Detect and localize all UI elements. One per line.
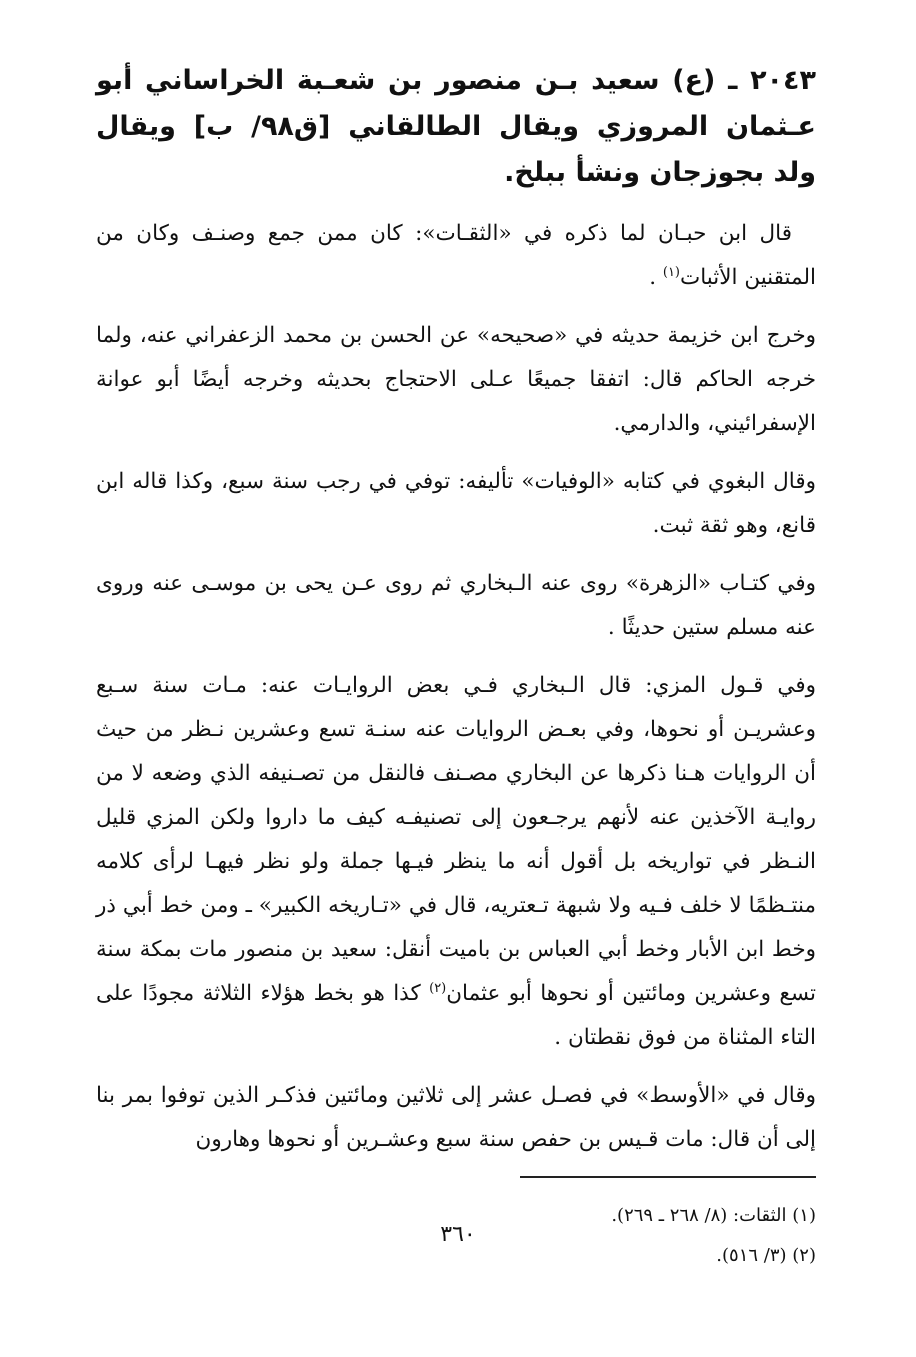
paragraph-text: وخرج ابن خزيمة حديثه في «صحيحه» عن الحسن بن محمد الزعفراني عنه، ولما خرجه الحاكم قال: اتفقا جميعًا عـلى الاحتجاج بحديثه وخرجه أيضًا أبو عوانة الإسفرائيني، والدارمي. [96, 323, 816, 436]
paragraph-text: قال ابن حبـان لما ذكره في «الثقـات»: كان ممن جمع وصنـف وكان من المتقنين الأثبات [96, 221, 816, 290]
footnote-2: (٢) (٣/ ٥١٦). [716, 1245, 816, 1266]
footnote-divider [520, 1176, 816, 1178]
paragraph-text: وفي قـول المزي: قال الـبخاري فـي بعض الروايـات عنه: مـات سنة سـبع وعشريـن أو نحوها، وفي بعـض الروايات عنه سنـة تسع وعشرين نـظر من حيث أن الروايات هـنا ذكرها عن البخاري مصـنف فالنقل من تصـنيفه الذي وضعه لا من روايـة الآخذين عنه لأنهم يرجـعون إلى تصنيفـه كيف ما داروا ولكن المزي قليل النـظر في تواريخه بل أقول أنه ما ينظر فيـها جملة ولو نظر فيهـا لرأى كلامه منتـظمًا لا خلف فـيه ولا شبهة تـعتريه، قال في «تـاريخه الكبير» ـ ومن خط أبي ذر وخط ابن الأبار وخط أبي العباس بن باميت أنقل: سعيد بن منصور مات بمكة سنة تسع وعشرين ومائتين أو نحوها أبو عثمان [96, 673, 817, 1006]
paragraph-text: وقال في «الأوسط» في فصـل عشر إلى ثلاثين ومائتين فذكـر الذين توفوا بمر بنا إلى أن قال: مات قـيس بن حفص سنة سبع وعشـرين أو نحوها وهارون [96, 1083, 816, 1152]
footnote-ref-2: (٢) [429, 980, 447, 996]
paragraph-awsat [96, 1074, 816, 1162]
page-number: ٣٦٠ [440, 1222, 476, 1247]
paragraph-tail: كذا هو بخط هؤلاء الثلاثة مجودًا على التاء المثناة من فوق نقطتان . [96, 981, 816, 1050]
footnote-ref-1: (١) [662, 264, 680, 280]
paragraph-ibn-khuzayma [96, 314, 816, 446]
paragraph-zahra [96, 562, 816, 650]
entry-heading: ٢٠٤٣ ـ (ع) سعيد بـن منصور بن شعـبة الخراساني أبو عـثمان المروزي ويقال الطالقاني [ق٩٨/ ب] ويقال ولد بجوزجان ونشأ ببلخ. [96, 65, 816, 188]
paragraph-text: وفي كتـاب «الزهرة» روى عنه الـبخاري ثم روى عـن يحى بن موسـى عنه وروى عنه مسلم ستين حديثًا . [96, 571, 816, 640]
paragraph-text: وقال البغوي في كتابه «الوفيات» تأليفه: توفي في رجب سنة سبع، وكذا قاله ابن قانع، وهو ثقة ثبت. [96, 469, 816, 538]
paragraph-baghawi [96, 460, 816, 548]
body-text [96, 212, 816, 1162]
paragraph-mizzi [96, 664, 816, 1060]
paragraph-ibn-hibban [96, 212, 816, 300]
paragraph-tail: . [649, 265, 663, 290]
footnote-1: (١) الثقات: (٨/ ٢٦٨ ـ ٢٦٩). [611, 1205, 816, 1226]
